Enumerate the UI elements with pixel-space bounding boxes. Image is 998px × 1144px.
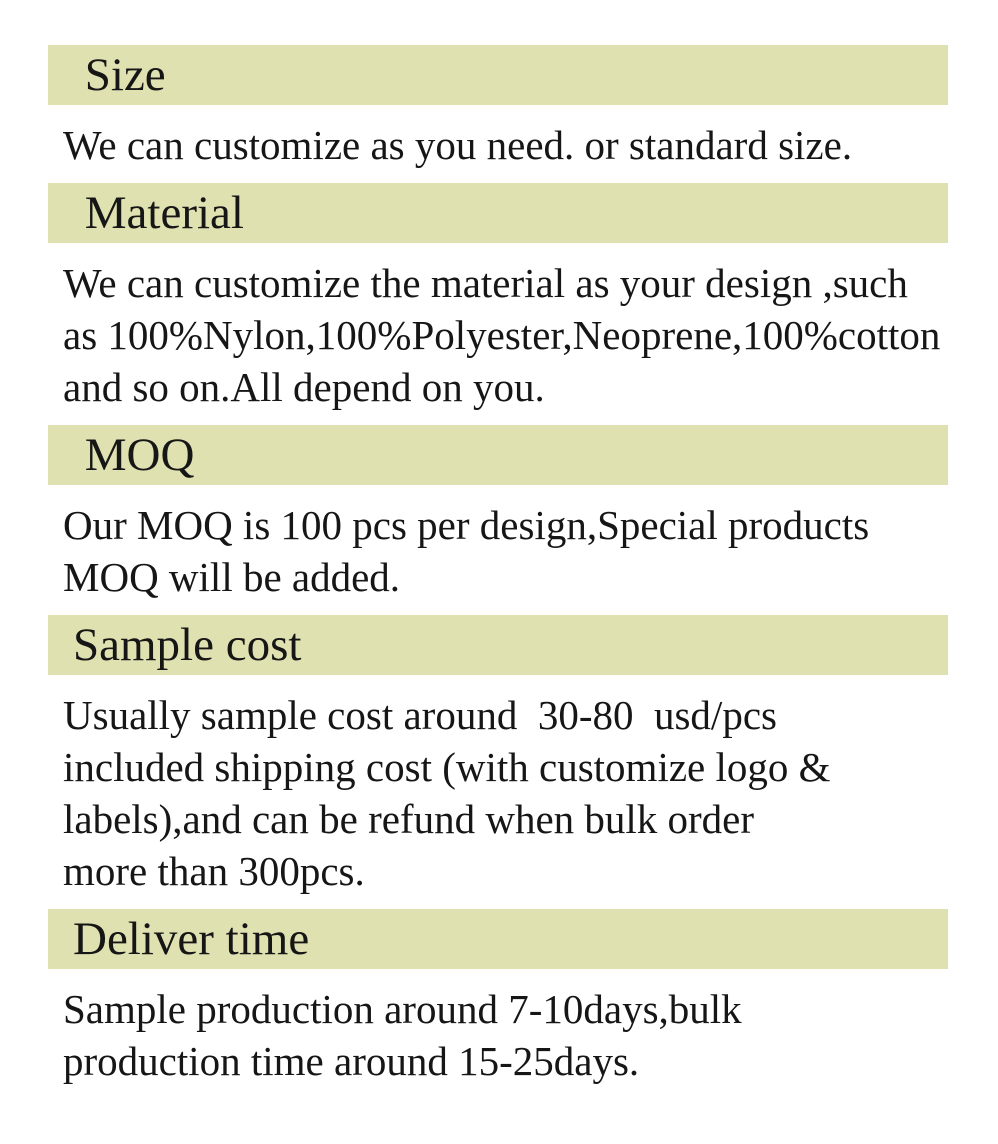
body-line: production time around 15-25days. [63, 1038, 640, 1084]
body-line: Our MOQ is 100 pcs per design,Special products [63, 502, 870, 548]
body-line: MOQ will be added. [63, 554, 401, 600]
material-section-header [48, 183, 948, 243]
size-section-body [63, 119, 975, 171]
sample-cost-section-body [63, 689, 975, 897]
material-section-title: Material [73, 187, 244, 239]
body-line: Sample production around 7-10days,bulk [63, 986, 742, 1032]
moq-section-title: MOQ [73, 429, 195, 481]
sample-cost-section-header [48, 615, 948, 675]
size-section-title: Size [73, 49, 166, 101]
moq-section-body [63, 499, 975, 603]
deliver-time-section-title: Deliver time [73, 913, 310, 965]
body-line: more than 300pcs. [63, 848, 365, 894]
sample-cost-section-title: Sample cost [73, 619, 302, 671]
body-line: We can customize as you need. or standard size. [63, 122, 853, 168]
size-section-header [48, 45, 948, 105]
body-line: labels),and can be refund when bulk order [63, 796, 755, 842]
body-line: as 100%Nylon,100%Polyester,Neoprene,100%cotton [63, 312, 941, 358]
body-line: included shipping cost (with customize logo & [63, 744, 831, 790]
deliver-time-section-header [48, 909, 948, 969]
moq-section-header [48, 425, 948, 485]
body-line: Usually sample cost around 30-80 usd/pcs [63, 692, 777, 738]
body-line: We can customize the material as your design ,such [63, 260, 908, 306]
material-section-body [63, 257, 975, 413]
body-line: and so on.All depend on you. [63, 364, 545, 410]
deliver-time-section-body [63, 983, 975, 1087]
